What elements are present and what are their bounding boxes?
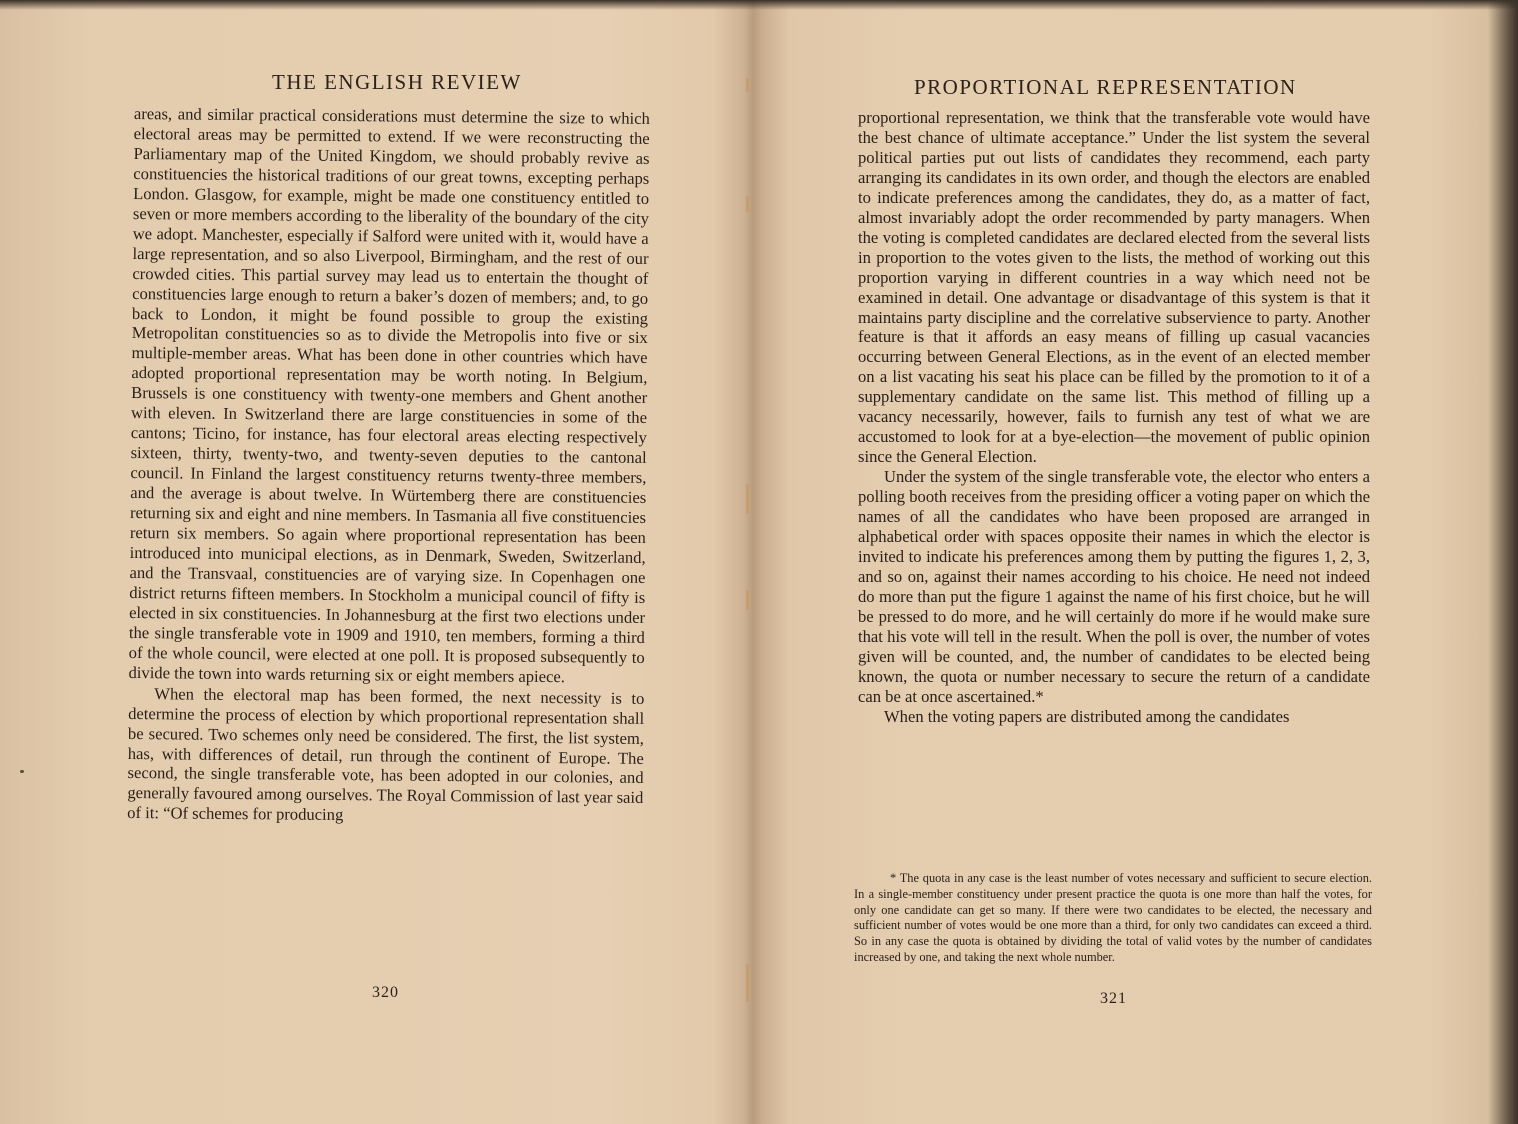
- body-text: [858, 108, 1370, 727]
- paragraph: When the electoral map has been formed, the next necessity is to determine the process of election by which proportional representation shall be secured. Two schemes only need be considered. The first, the list system, has, with differences of detail, run through the continent of Europe. The second, the single transferable vote, has been adopted in our colonies, and generally favoured among ourselves. The Royal Commission of last year said of it: “Of schemes for producing: [127, 683, 645, 825]
- running-head: THE ENGLISH REVIEW: [272, 70, 522, 94]
- page-number: 320: [372, 984, 399, 1001]
- page-number: 321: [1100, 990, 1127, 1007]
- paragraph: proportional representation, we think that the transferable vote would have the best chance of ultimate acceptance.” Under the list system the several political parties put out lists of candidates they recommend, each party arranging its candidates in its own order, and though the electors are enabled to indicate preferences among the candidates, they do, as a matter of fact, almost invariably adopt the order recommended by party managers. When the voting is completed candidates are declared elected from the several lists in proportion to the votes given to the lists, the method of working out this proportion varying in different countries in a way which need not be examined in detail. One advantage or disadvantage of this system is that it maintains party discipline and the correlative subservience to party. Another feature is that it affords an easy means of filling up casual vacancies occurring between General Elections, as in the event of an elected member on a list vacating his seat his place can be filled by the promotion to it of a supplementary candidate on the same list. This method of filling up a vacancy necessarily, however, fails to furnish any test of what we are accustomed to look for at a bye-election—the movement of public opinion since the General Election.: [858, 108, 1370, 467]
- binding-thread: [746, 484, 749, 514]
- body-text: [127, 104, 650, 828]
- paragraph: Under the system of the single transferable vote, the elector who enters a polling booth receives from the presiding officer a voting paper on which the names of all the candidates who have been proposed are arranged in alphabetical order with spaces opposite their names in which the elector is invited to indicate his preferences among them by putting the figures 1, 2, 3, and so on, against their names according to his choice. He need not indeed do more than put the figure 1 against the name of his first choice, but he will be pressed to do more, and he will certainly do more if he would make sure that his vote will tell in the result. When the poll is over, the number of votes given will be counted, and, the number of candidates to be elected being known, the quota or number necessary to secure the return of a candidate can be at once ascertained.*: [858, 467, 1370, 706]
- paper-speck: [20, 770, 24, 773]
- footnote: [854, 871, 1372, 966]
- paragraph: areas, and similar practical considerations must determine the size to which electoral areas may be permitted to extend. If we were reconstructing the Parliamentary map of the United Kingdom, we should probably revive as constituencies the historical traditions of our great towns, excepting perhaps London. Glasgow, for example, might be made one constituency entitled to seven or more members according to the liberality of the boundary of the city we adopt. Manchester, especially if Salford were united with it, would have a large representation, and so also Liverpool, Birmingham, and the rest of our crowded cities. This partial survey may lead us to entertain the thought of constituencies large enough to return a baker’s dozen of members; and, to go back to London, it might be found possible to group the existing Metropolitan constituencies so as to divide the Metropolis into five or six multiple-member areas. What has been done in other countries which have adopted proportional representation may be worth noting. In Belgium, Brussels is one constituency with twenty-one members and Ghent another with eleven. In Switzerland there are large constituencies in some of the cantons; Ticino, for instance, has four electoral areas electing respectively sixteen, thirty, twenty-two, and twenty-seven deputies to the cantonal council. In Finland the largest constituency returns twenty-three members, and the average is about twelve. In Würtemberg there are constituencies returning six and eight and nine members. In Tasmania all five constituencies return six members. So again where proportional representation has been introduced into municipal elections, as in Denmark, Sweden, Switzerland, and the Transvaal, constituencies are of varying size. In Copenhagen one district returns fifteen members. In Stockholm a municipal council of fifty is elected in six constituencies. In Johannesburg at the first two elections under the single transferable vote in 1909 and 1910, ten members, forming a third of the whole council, were elected at one poll. It is proposed subsequently to divide the town into wards returning six or eight members apiece.: [128, 104, 650, 686]
- binding-thread: [746, 196, 749, 212]
- running-head: PROPORTIONAL REPRESENTATION: [914, 75, 1297, 99]
- footnote-marker: *: [890, 871, 897, 885]
- left-page: [0, 0, 750, 1124]
- paragraph: When the voting papers are distributed among the candidates: [884, 706, 1290, 726]
- binding-thread: [746, 590, 749, 610]
- right-page: [752, 0, 1518, 1124]
- binding-thread: [746, 78, 749, 92]
- footnote-text: The quota in any case is the least number of votes necessary and sufficient to secure election. In a single-member constituency under present practice the quota is one more than half the votes, for only one candidate can get so many. If there were two candidates to be elected, the necessary and sufficient number of votes would be one more than a third, for only two candidates can exceed a third. So in any case the quota is obtained by dividing the total of valid votes by the number of candidates increased by one, and taking the next whole number.: [854, 871, 1372, 964]
- binding-thread: [746, 964, 749, 1002]
